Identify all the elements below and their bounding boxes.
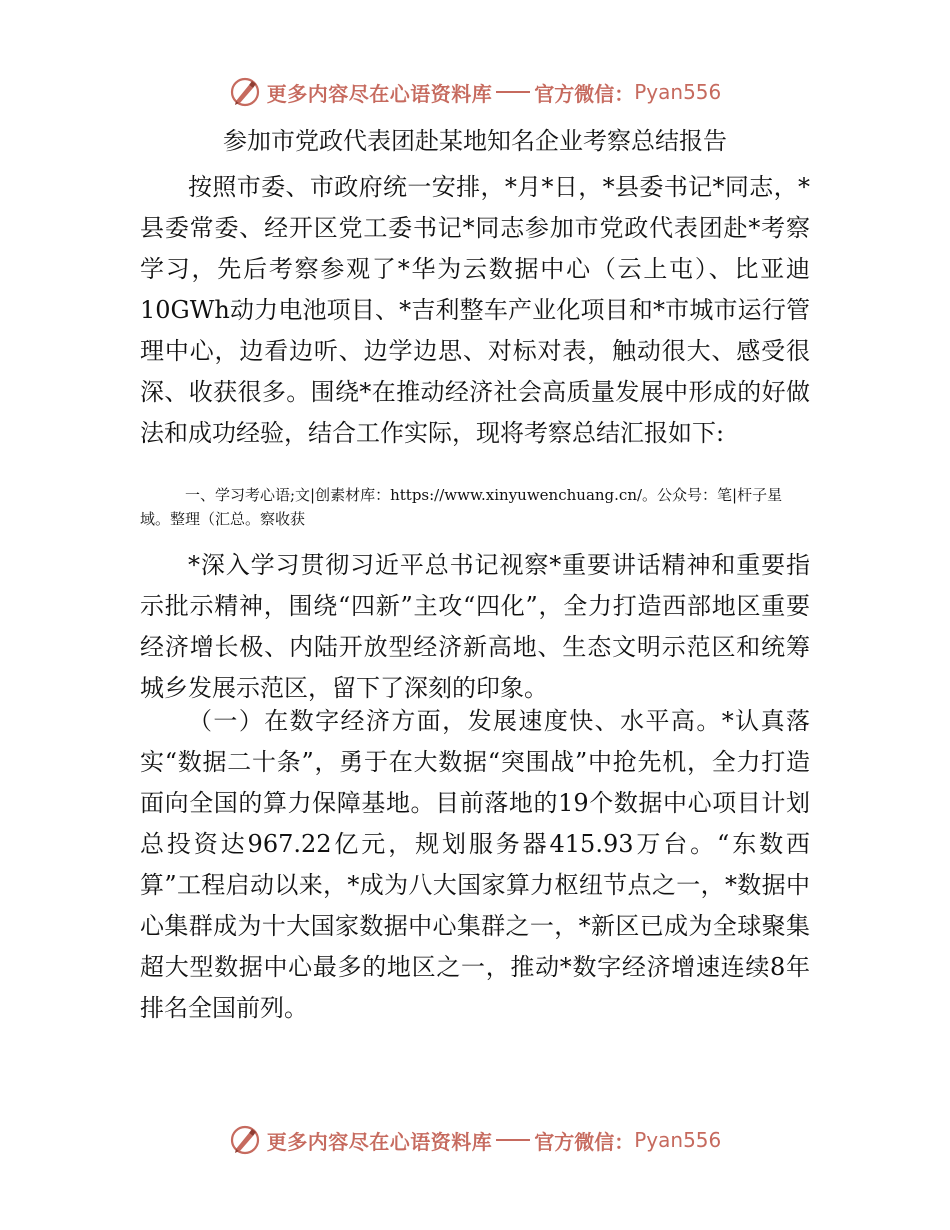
watermark-text: 更多内容尽在心语资料库 — [266, 1129, 493, 1154]
paragraph-intro: 按照市委、市政府统一安排，*月*日，*县委书记*同志，*县委常委、经开区党工委书记*同志参加市党政代表团赴*考察学习，先后考察参观了*华为云数据中心（云上屯）、比亚迪10GWh动力电池项目、*吉利整车产业化项目和*市城市运行管理中心，边看边听、边学边思、对标对表，触动很大、感受很深、收获很多。围绕*在推动经济社会高质量发展中形成的好做法和成功经验，结合工作实际，现将考察总结汇报如下: — [140, 173, 810, 447]
watermark-wechat-label: 官方微信： — [534, 1129, 635, 1154]
document-title: 参加市党政代表团赴某地知名企业考察总结报告 — [223, 127, 727, 155]
watermark-wechat-label: 官方微信： — [534, 81, 635, 106]
paragraph-summary: *深入学习贯彻习近平总书记视察*重要讲话精神和重要指示批示精神，围绕“四新”主攻“四化”，全力打造西部地区重要经济增长极、内陆开放型经济新高地、生态文明示范区和统筹城乡发展示范区，留下了深刻的印象。 — [140, 551, 810, 702]
paragraph-section-heading: 一、学习考心语;文|创素材库：https://www.xinyuwenchuang.cn/。公众号：笔|杆子星域。整理（汇总。察收获 — [140, 486, 783, 528]
watermark-wechat-id: Pyan556 — [634, 80, 722, 104]
watermark-separator — [496, 91, 530, 93]
paragraph-digital-economy: （一）在数字经济方面，发展速度快、水平高。*认真落实“数据二十条”，勇于在大数据“突围战”中抢先机，全力打造面向全国的算力保障基地。目前落地的19个数据中心项目计划总投资达967.22亿元，规划服务器415.93万台。“东数西算”工程启动以来，*成为八大国家算力枢纽节点之一，*数据中心集群成为十大国家数据中心集群之一，*新区已成为全球聚集超大型数据中心最多的地区之一，推动*数字经济增速连续8年排名全国前列。 — [140, 707, 810, 1022]
header-watermark — [0, 72, 950, 112]
watermark-wechat-id: Pyan556 — [634, 1128, 722, 1152]
pen-logo-icon — [229, 1124, 261, 1156]
footer-watermark — [0, 1120, 950, 1160]
watermark-separator — [496, 1139, 530, 1141]
watermark-text: 更多内容尽在心语资料库 — [266, 81, 493, 106]
pen-logo-icon — [229, 76, 261, 108]
